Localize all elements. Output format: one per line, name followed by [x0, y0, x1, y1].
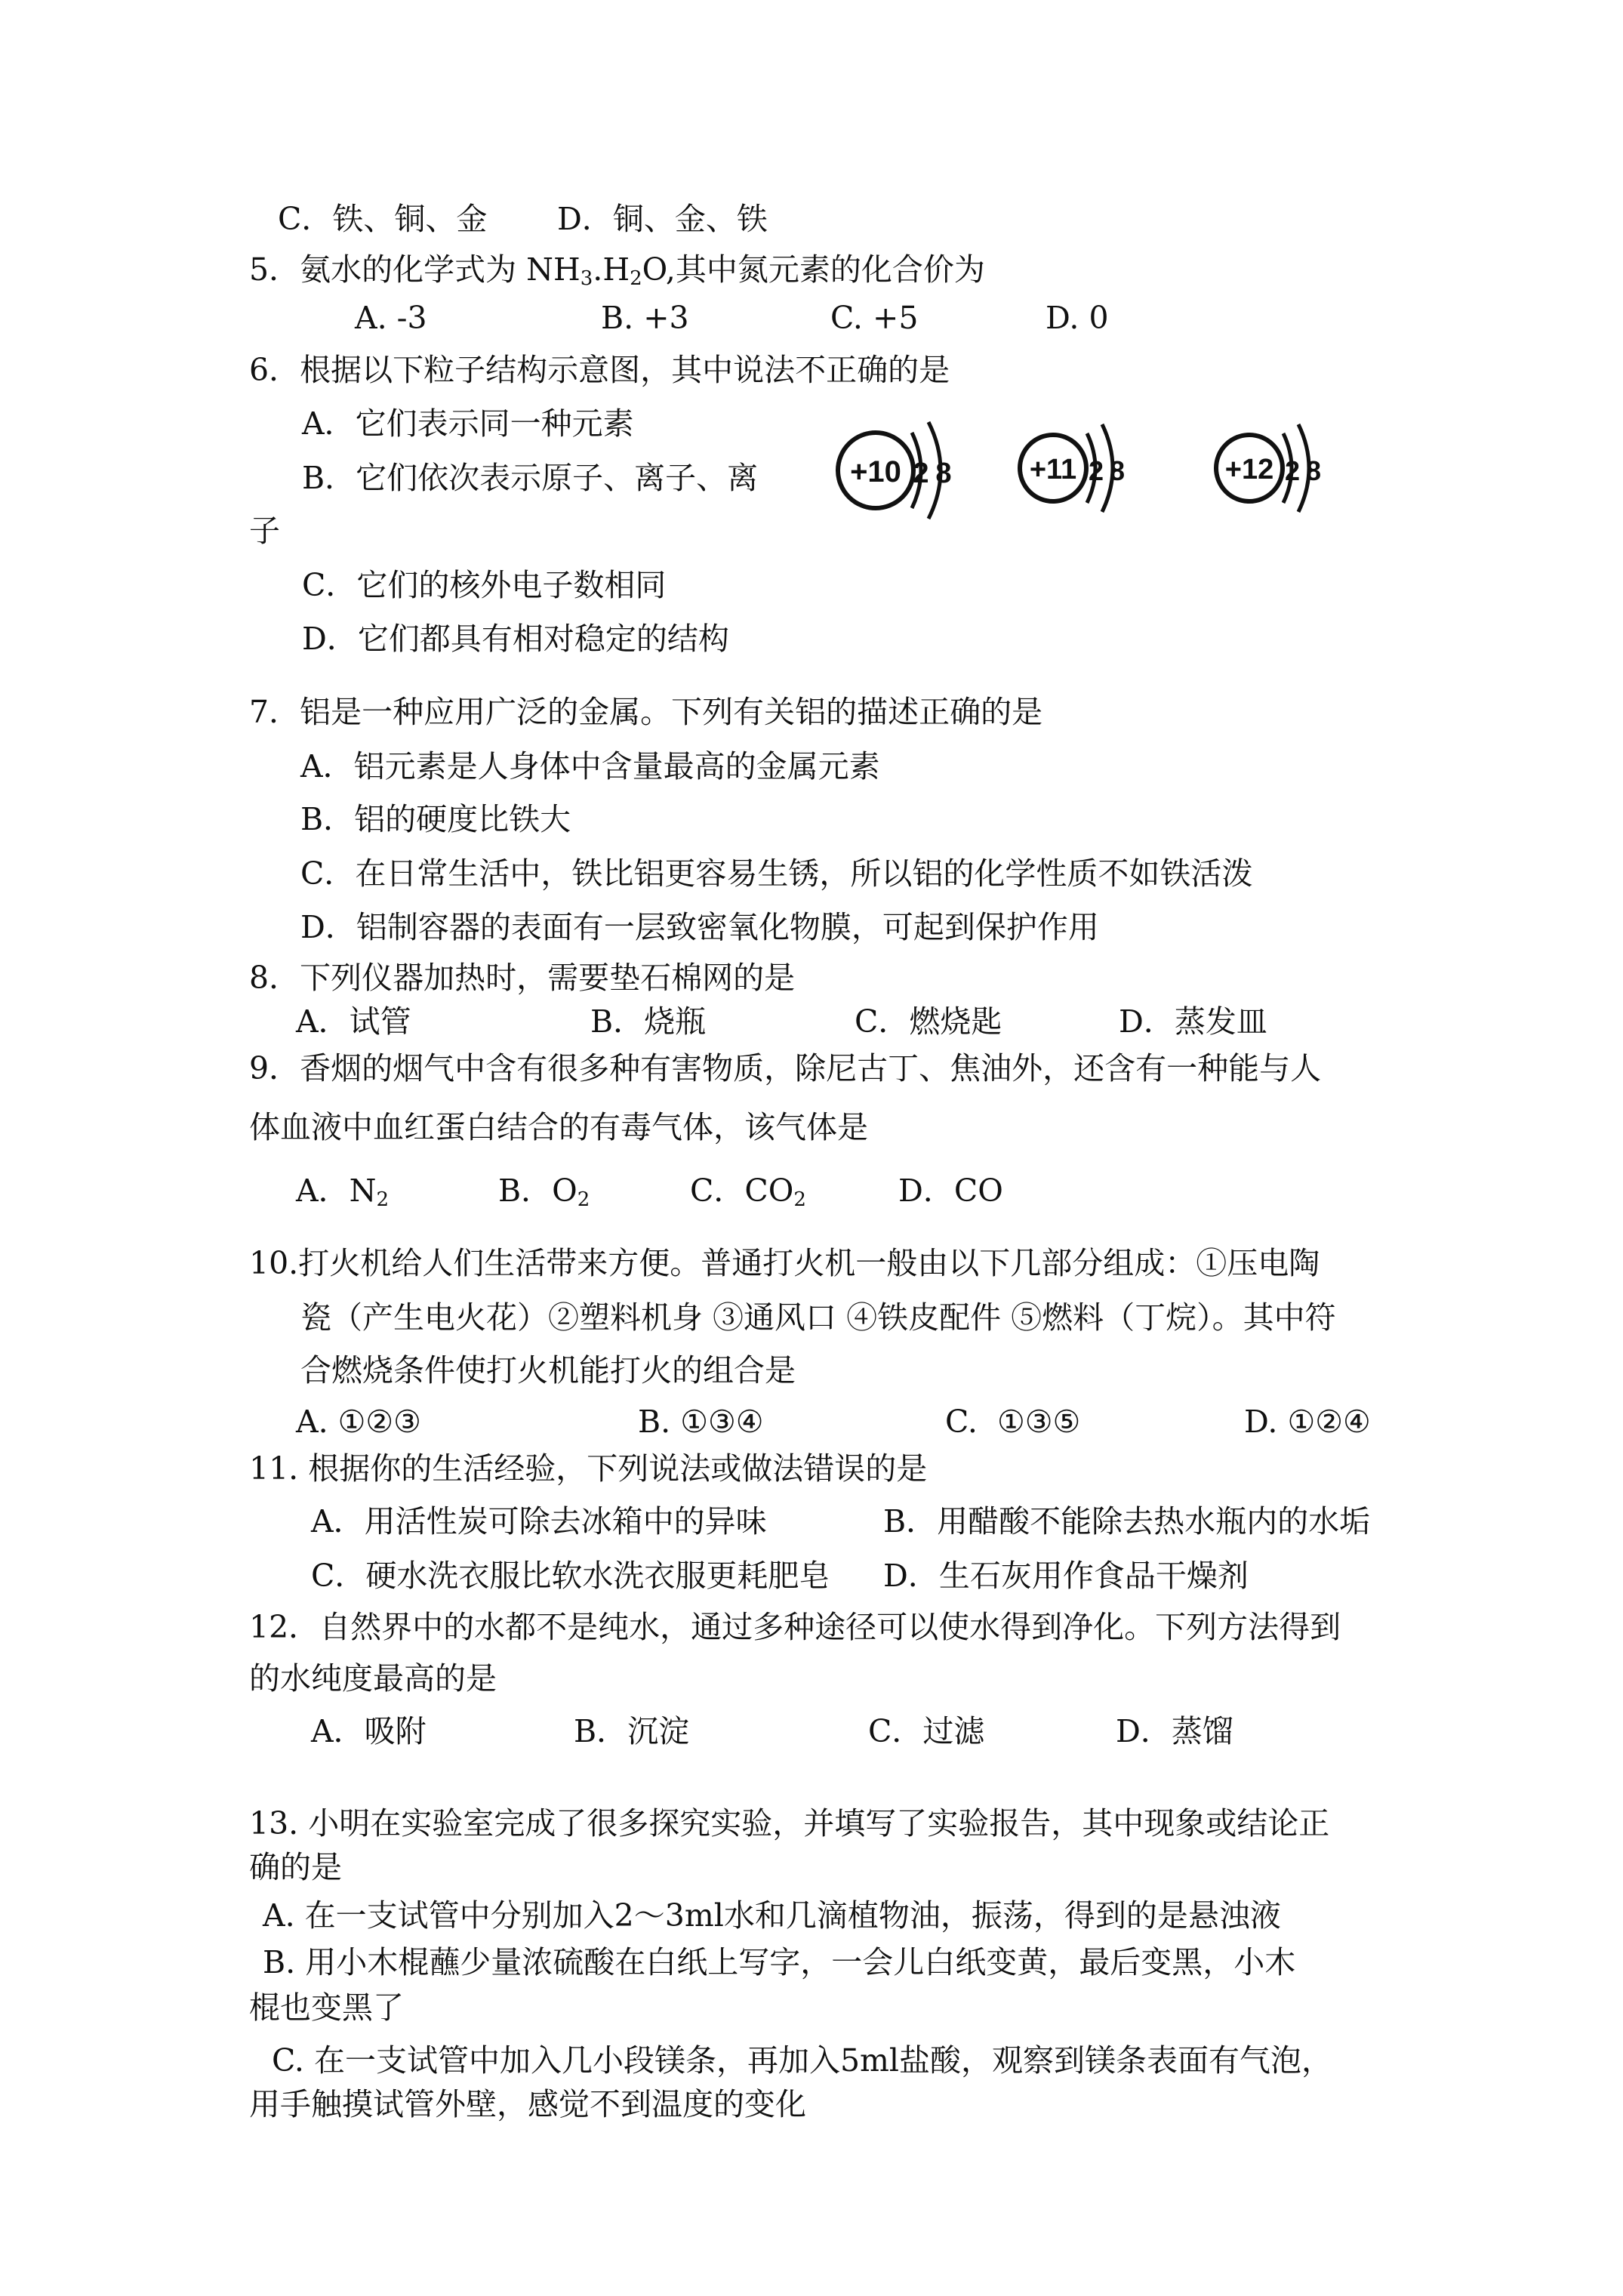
q13-option-c: C. 在一支试管中加入几小段镁条，再加入5ml盐酸，观察到镁条表面有气泡， [272, 2042, 1333, 2079]
q11-option-b: B．用醋酸不能除去热水瓶内的水垢 [883, 1503, 1371, 1539]
q8-stem: 8．下列仪器加热时，需要垫石棉网的是 [249, 960, 796, 996]
q11-option-a: A．用活性炭可除去冰箱中的异味 [311, 1503, 767, 1539]
q10-option-c: C. ①③⑤ [945, 1404, 1081, 1440]
q13-option-b: B. 用小木棍蘸少量浓硫酸在白纸上写字，一会儿白纸变黄，最后变黑，小木 [263, 1944, 1296, 1980]
q11-stem: 11. 根据你的生活经验，下列说法或做法错误的是 [249, 1450, 928, 1487]
q8-option-a: A．试管 [296, 1003, 411, 1040]
atom-diagram-magnesium [1208, 414, 1340, 527]
q6-option-b: B．它们依次表示原子、离子、离 [302, 460, 759, 496]
q4-option-d: D．铜、金、铁 [557, 201, 768, 237]
q5-option-d: D. 0 [1046, 300, 1109, 336]
q8-option-c: C．燃烧匙 [855, 1003, 1002, 1040]
q10-option-d: D. ①②④ [1244, 1404, 1371, 1440]
q9-option-c: C．$CO_2$ [690, 1173, 806, 1211]
q7-option-a: A．铝元素是人身体中含量最高的金属元素 [300, 748, 880, 784]
q9-stem-line-2: 体血液中血红蛋白结合的有毒气体，该气体是 [249, 1109, 868, 1145]
nucleus-charge-label: +10 [850, 455, 901, 488]
q12-option-d: D．蒸馏 [1116, 1713, 1233, 1749]
q13-option-c-cont: 用手触摸试管外壁，感觉不到温度的变化 [249, 2086, 806, 2122]
q9-option-d: D．CO [898, 1173, 1003, 1209]
q6-option-a: A．它们表示同一种元素 [302, 405, 634, 442]
q13-stem-line-2: 确的是 [249, 1849, 342, 1885]
shell-1-electrons: 2 [913, 458, 929, 489]
shell-2-electrons: 8 [1305, 455, 1322, 486]
q12-option-a: A．吸附 [311, 1713, 427, 1749]
nucleus-charge-label: +11 [1029, 454, 1077, 485]
q6-option-d: D．它们都具有相对稳定的结构 [302, 621, 729, 657]
q6-option-c: C．它们的核外电子数相同 [302, 567, 667, 603]
q5-option-b: B. +3 [601, 300, 689, 336]
q9-option-b: B．$O_2$ [498, 1173, 590, 1211]
shell-1-electrons: 2 [1088, 455, 1104, 486]
q8-option-b: B．烧瓶 [590, 1003, 707, 1040]
q5-option-a: A. -3 [355, 300, 427, 336]
q6-option-b-cont: 子 [249, 513, 280, 549]
q10-stem-line-2: 瓷（产生电火花）②塑料机身 ③通风口 ④铁皮配件 ⑤燃料（丁烷）。其中符 [300, 1299, 1336, 1336]
q12-option-b: B．沉淀 [574, 1713, 690, 1749]
q13-option-b-cont: 棍也变黑了 [249, 1989, 404, 2026]
shell-2-electrons: 8 [935, 458, 952, 489]
q13-option-a: A. 在一支试管中分别加入2～3ml水和几滴植物油，振荡，得到的是悬浊液 [263, 1897, 1281, 1934]
q12-option-c: C．过滤 [868, 1713, 985, 1749]
q10-stem-line-1: 10.打火机给人们生活带来方便。普通打火机一般由以下几部分组成：①压电陶 [249, 1245, 1320, 1281]
q10-option-a: A. ①②③ [296, 1404, 421, 1440]
q10-stem-line-3: 合燃烧条件使打火机能打火的组合是 [300, 1352, 796, 1388]
q6-stem: 6．根据以下粒子结构示意图，其中说法不正确的是 [249, 352, 950, 388]
q12-stem-line-1: 12．自然界中的水都不是纯水，通过多种途径可以使水得到净化。下列方法得到 [249, 1609, 1341, 1645]
q8-option-d: D．蒸发皿 [1119, 1003, 1267, 1040]
q7-stem: 7．铝是一种应用广泛的金属。下列有关铝的描述正确的是 [249, 694, 1043, 730]
q9-stem-line-1: 9．香烟的烟气中含有很多种有害物质，除尼古丁、焦油外，还含有一种能与人 [249, 1050, 1322, 1086]
q9-option-a: A．$N_2$ [296, 1173, 390, 1211]
q4-option-c: C．铁、铜、金 [278, 201, 488, 237]
shell-1-electrons: 2 [1284, 455, 1301, 486]
q5-option-c: C. +5 [830, 300, 919, 336]
q13-stem-line-1: 13. 小明在实验室完成了很多探究实验，并填写了实验报告，其中现象或结论正 [249, 1805, 1330, 1841]
q7-option-b: B．铝的硬度比铁大 [300, 801, 571, 837]
atom-diagram-neon [830, 411, 974, 532]
atom-diagram-sodium [1012, 414, 1144, 527]
q5-stem: 5．氨水的化学式为 $NH_3.H_2O$,其中氮元素的化合价为 [249, 251, 985, 290]
q7-option-c: C．在日常生活中，铁比铝更容易生锈，所以铝的化学性质不如铁活泼 [300, 855, 1253, 892]
shell-2-electrons: 8 [1109, 455, 1126, 486]
nucleus-charge-label: +12 [1224, 454, 1274, 485]
q12-stem-line-2: 的水纯度最高的是 [249, 1660, 497, 1697]
q7-option-d: D．铝制容器的表面有一层致密氧化物膜，可起到保护作用 [300, 909, 1099, 945]
q10-option-b: B. ①③④ [638, 1404, 764, 1440]
q11-option-d: D．生石灰用作食品干燥剂 [883, 1558, 1249, 1594]
q11-option-c: C．硬水洗衣服比软水洗衣服更耗肥皂 [311, 1558, 830, 1594]
